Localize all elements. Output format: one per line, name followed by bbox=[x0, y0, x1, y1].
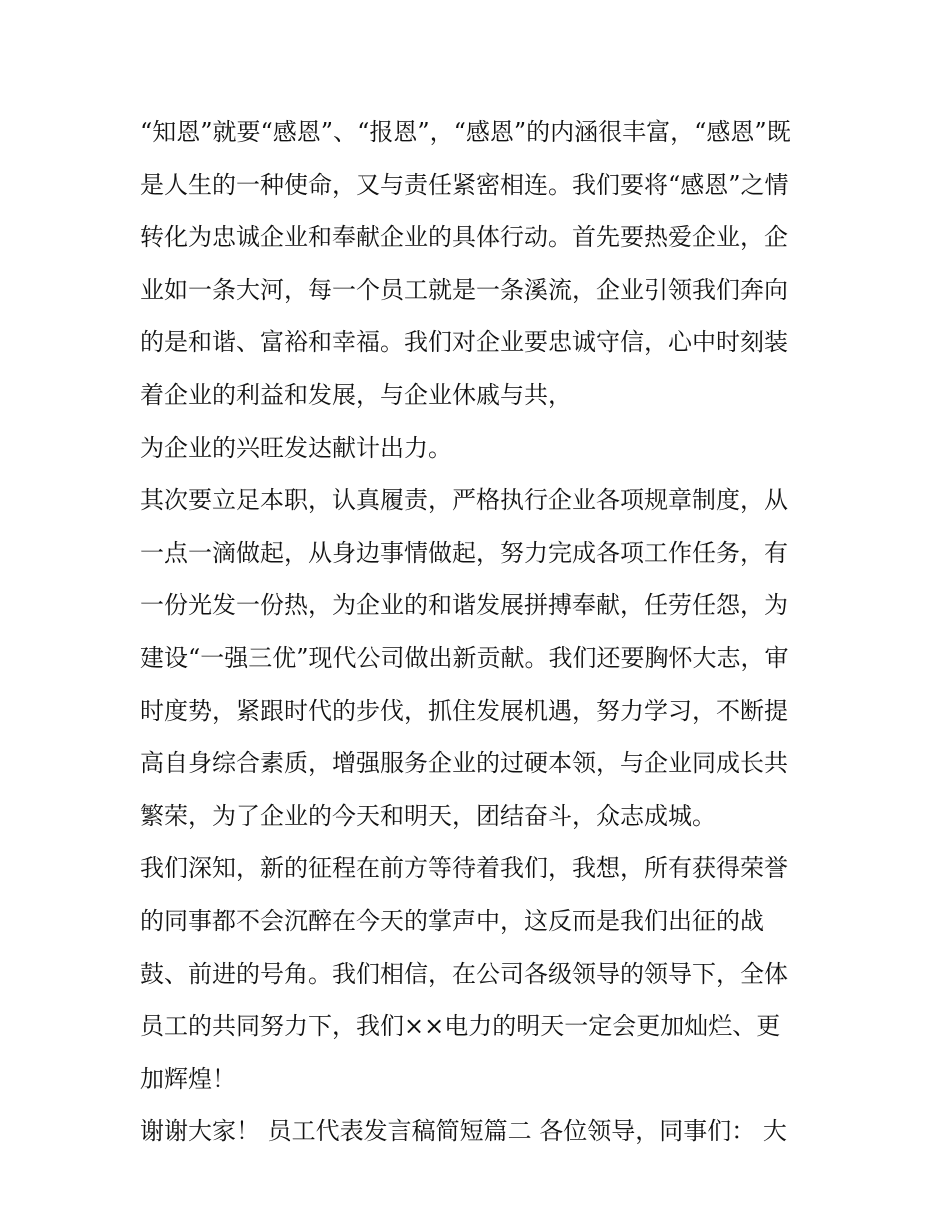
text-line: 一份光发一份热，为企业的和谐发展拼搏奉献，任劳任怨，为 bbox=[140, 591, 788, 620]
text-line: 我们深知，新的征程在前方等待着我们，我想，所有获得荣誉 bbox=[140, 854, 788, 883]
text-line: 一点一滴做起，从身边事情做起，努力完成各项工作任务，有 bbox=[140, 538, 788, 567]
text-line: 其次要立足本职，认真履责，严格执行企业各项规章制度，从 bbox=[140, 486, 788, 515]
text-line: 建设“一强三优”现代公司做出新贡献。我们还要胸怀大志，审 bbox=[140, 643, 789, 672]
text-line: 谢谢大家！ 员工代表发言稿简短篇二 各位领导，同事们： 大 bbox=[140, 1117, 787, 1146]
text-line: 加辉煌！ bbox=[140, 1064, 236, 1093]
document-body bbox=[140, 106, 820, 1158]
text-line: 高自身综合素质，增强服务企业的过硬本领，与企业同成长共 bbox=[140, 749, 788, 778]
text-line: 的是和谐、富裕和幸福。我们对企业要忠诚守信，心中时刻装 bbox=[140, 328, 788, 357]
text-line: 时度势，紧跟时代的步伐，抓住发展机遇，努力学习，不断提 bbox=[140, 696, 788, 725]
text-line: 是人生的一种使命，又与责任紧密相连。我们要将“感恩”之情 bbox=[140, 170, 789, 199]
text-line: 繁荣，为了企业的今天和明天，团结奋斗，众志成城。 bbox=[140, 801, 716, 830]
text-line: 为企业的兴旺发达献计出力。 bbox=[140, 433, 452, 462]
text-line: 员工的共同努力下，我们××电力的明天一定会更加灿烂、更 bbox=[140, 1012, 781, 1041]
text-line: 着企业的利益和发展，与企业休戚与共， bbox=[140, 380, 572, 409]
text-line: 鼓、前进的号角。我们相信，在公司各级领导的领导下，全体 bbox=[140, 959, 788, 988]
text-line: 的同事都不会沉醉在今天的掌声中，这反而是我们出征的战 bbox=[140, 906, 764, 935]
text-line: “知恩”就要“感恩”、“报恩”，“感恩”的内涵很丰富，“感恩”既 bbox=[140, 118, 791, 146]
text-line: 业如一条大河，每一个员工就是一条溪流，企业引领我们奔向 bbox=[140, 275, 788, 304]
text-line: 转化为忠诚企业和奉献企业的具体行动。首先要热爱企业，企 bbox=[140, 223, 788, 252]
